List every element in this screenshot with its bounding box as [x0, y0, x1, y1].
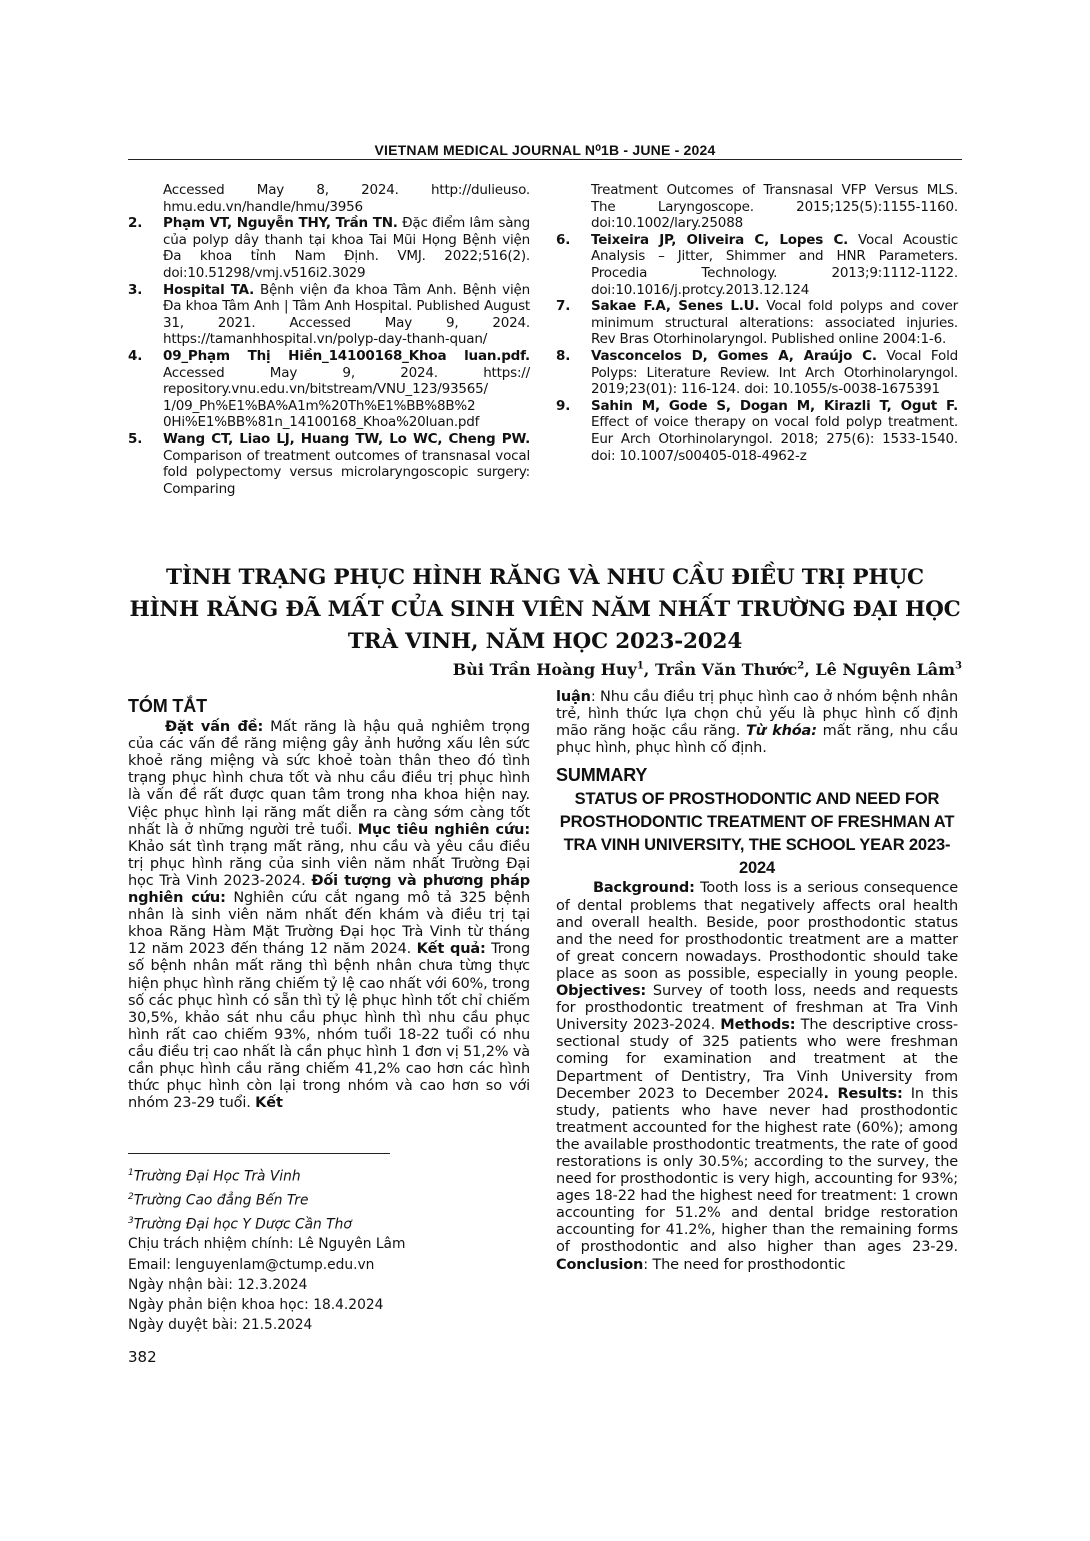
- author-line: [453, 660, 962, 679]
- reference-item: [128, 182, 530, 215]
- affiliation-text: Trường Đại Học Trà Vinh: [133, 1168, 301, 1185]
- reference-item: [556, 398, 958, 464]
- reference-text: Treatment Outcomes of Transnasal VFP Versus MLS. The Laryngoscope. 2015;125(5):1155-1160. doi:10.1002/lary.25088: [591, 182, 958, 232]
- section-label: Mục tiêu nghiên cứu:: [357, 821, 530, 838]
- section-label: luận: [556, 689, 591, 705]
- reference-number: 4.: [128, 347, 143, 364]
- reference-authors: Wang CT, Liao LJ, Huang TW, Lo WC, Cheng PW.: [163, 430, 530, 447]
- references-left-column: [128, 182, 530, 497]
- date-accepted: Ngày duyệt bài: 21.5.2024: [128, 1317, 313, 1334]
- section-label: . Results:: [823, 1085, 903, 1102]
- footnote-rule: [128, 1153, 390, 1154]
- author-name: Trần Văn Thước: [654, 660, 798, 679]
- reference-text: Đặc điểm lâm sàng của polyp dây thanh tại khoa Tai Mũi Họng Bệnh viện Đa khoa tỉnh Nam Định. VMJ. 2022;516(2). doi:10.51298/vmj.v516i2.3029: [163, 215, 530, 281]
- summary-title: STATUS OF PROSTHODONTIC AND NEED FOR PROSTHODONTIC TREATMENT OF FRESHMAN AT TRA VINH UNIVERSITY, THE SCHOOL YEAR 2023-2024: [559, 790, 955, 878]
- section-text: Tooth loss is a serious consequence of dental problems that negatively affects oral health and overall health. Beside, poor prosthodontic status and the need for prosthodontic treatment are a matter of great concern nowadays. Prosthodontic should take place as soon as possible, especially in young people.: [556, 880, 958, 982]
- date-reviewed: Ngày phản biện khoa học: 18.4.2024: [128, 1297, 384, 1313]
- reference-authors: Sakae F.A, Senes L.U.: [591, 298, 760, 315]
- abstract-heading: TÓM TẮT: [128, 696, 207, 716]
- reference-item: [128, 282, 530, 348]
- affiliation-3: [128, 1211, 530, 1235]
- section-label: Kết quả:: [416, 941, 486, 958]
- reference-text: Vocal Fold Polyps: Literature Review. Int Arch Otorhinolaryngol. 2019;23(01): 116-124. doi: 10.1055/s-0038-1675391: [591, 347, 958, 398]
- affiliation-2: [128, 1187, 530, 1211]
- reference-number: 5.: [128, 430, 143, 447]
- page-number: 382: [128, 1348, 157, 1366]
- author-affiliation-marker: 1: [636, 660, 644, 672]
- section-text: Mất răng là hậu quả nghiêm trọng của các vấn đề răng miệng gây ảnh hưởng xấu lên sức khoẻ răng miệng và sức khoẻ toàn thân theo đó tình trạng phục hình chưa tốt và nhu cầu điều trị phục hình là vấn đề rất được quan tâm trong nha khoa hiện nay. Việc phục hình lại răng mất diễn ra càng sớm càng tốt nhất là ở những người trẻ tuổi.: [128, 719, 530, 838]
- reference-text: Accessed May 9, 2024. https:// repository.vnu.edu.vn/bitstream/VNU_123/93565/ 1/09_Ph%E1%BA%A1m%20Th%E1%BB%8B%2 0Hi%E1%BB%81n_14100168_Khoa%20luan.pdf: [163, 364, 530, 431]
- affiliation-marker: 2: [128, 1191, 134, 1202]
- section-text: In this study, patients who have never had prosthodontic treatment accounted for the highest rate (60%); among the available prosthodontic treatments, the rate of good restorations is only 30.5%; according to the survey, the need for prosthodontic is very high, accounting for 93%; ages 18-22 had the highest need for treatment: 1 crown accounting for 51.2% and dental bridge restoration accounting for 41.2%, higher than the remaining forms of prosthodontic and also higher than ages 23-29.: [556, 1085, 958, 1256]
- date-received: Ngày nhận bài: 12.3.2024: [128, 1276, 308, 1293]
- affiliation-marker: 1: [128, 1168, 134, 1178]
- reference-text: Comparison of treatment outcomes of transnasal vocal fold polypectomy versus microlaryngoscopic surgery: Comparing: [163, 447, 530, 497]
- summary-body: [556, 880, 958, 1273]
- footnotes: [128, 1163, 530, 1335]
- reference-authors: Phạm VT, Nguyễn THY, Trần TN.: [163, 215, 398, 232]
- reference-number: 2.: [128, 215, 143, 232]
- section-label: Methods:: [720, 1017, 796, 1034]
- reference-text: Bệnh viện đa khoa Tâm Anh. Bệnh viện Đa khoa Tâm Anh | Tâm Anh Hospital. Published August 31, 2021. Accessed May 9, 2024. https://tamanhhospital.vn/polyp-day-thanh-quan/: [163, 281, 530, 348]
- affiliation-text: Trường Đại học Y Dược Cần Thơ: [133, 1216, 352, 1233]
- reference-number: 6.: [556, 231, 571, 248]
- reference-authors: Vasconcelos D, Gomes A, Araújo C.: [591, 347, 877, 364]
- affiliation-marker: 3: [128, 1215, 134, 1226]
- section-label: Conclusion: [556, 1256, 644, 1273]
- author-name: Bùi Trần Hoàng Huy: [452, 660, 637, 679]
- section-label: Objectives:: [556, 983, 647, 1000]
- section-text: Trong số bệnh nhân mất răng thì bệnh nhân chưa từng thực hiện phục hình răng chiếm tỷ lệ cao nhất với 60%, trong số các phục hình có sẵn thì tỷ lệ phục hình tốt chỉ chiếm 30,5%, khảo sát nhu cầu phục hình thì nhu cầu phục hình rất cao chiếm 93%, nhóm tuổi 18-22 tuổi có nhu cầu điều trị cao nhất là cần phục hình 1 đơn vị 51,2% và cần phục hình cầu răng chiếm 41,2% cao hơn các hình thức phục hình còn lại trong nhóm và cao hơn so với nhóm 23-29 tuổi.: [128, 941, 531, 1112]
- section-text: Khảo sát tình trạng mất răng, nhu cầu và yêu cầu điều trị phục hình răng của sinh viên năm nhất Trường Đại học Trà Vinh 2023-2024.: [128, 838, 530, 889]
- author-separator: ,: [804, 660, 816, 679]
- section-label: Kết: [255, 1095, 283, 1112]
- reference-authors: 09_Phạm Thị Hiền_14100168_Khoa luan.pdf.: [163, 347, 530, 364]
- reference-number: 7.: [556, 298, 571, 315]
- reference-authors: Teixeira JP, Oliveira C, Lopes C.: [591, 231, 849, 248]
- keywords-label: Từ khóa:: [745, 723, 817, 740]
- reference-number: 8.: [556, 347, 571, 364]
- reference-item: [556, 182, 958, 232]
- section-text: : Nhu cầu điều trị phục hình cao ở nhóm bệnh nhân trẻ, hình thức lựa chọn chủ yếu là phục hình cố định mão răng hoặc cầu răng.: [556, 689, 958, 740]
- reference-authors: Sahin M, Gode S, Dogan M, Kirazli T, Ogut F.: [591, 397, 958, 414]
- references-right-column: [556, 182, 958, 464]
- reference-authors: Hospital TA.: [163, 281, 255, 298]
- section-label: Background:: [593, 880, 695, 897]
- article-title: TÌNH TRẠNG PHỤC HÌNH RĂNG VÀ NHU CẦU ĐIỀU TRỊ PHỤC HÌNH RĂNG ĐÃ MẤT CỦA SINH VIÊN NĂM NHẤT TRƯỜNG ĐẠI HỌC TRÀ VINH, NĂM HỌC 2023-2024: [129, 565, 961, 654]
- section-text: Nghiên cứu cắt ngang mô tả 325 bệnh nhân là sinh viên năm nhất đến khám và điều trị tại khoa Răng Hàm Mặt Trường Đại học Trà Vinh từ tháng 12 năm 2023 đến tháng 12 năm 2024.: [128, 890, 531, 958]
- responsible-author: Chịu trách nhiệm chính: Lê Nguyên Lâm: [128, 1236, 406, 1253]
- section-text: The descriptive cross-sectional study of 325 patients who were freshman coming for examination and treatment at the Department of Dentistry, Tra Vinh University from December 2023 to December 2024: [556, 1017, 958, 1102]
- abstract-vi-continuation: [556, 689, 958, 757]
- reference-text: Vocal Acoustic Analysis – Jitter, Shimmer and HNR Parameters. Procedia Technology. 2013;9:1112-1122. doi:10.1016/j.protcy.2013.12.124: [591, 231, 959, 298]
- summary-heading: SUMMARY: [556, 765, 648, 786]
- section-text: : The need for prosthodontic: [643, 1256, 846, 1273]
- reference-number: 9.: [556, 397, 571, 414]
- affiliation-1: [128, 1163, 530, 1187]
- reference-item: [556, 348, 958, 398]
- author-affiliation-marker: 2: [797, 660, 805, 672]
- reference-item: [128, 215, 530, 281]
- reference-item: [556, 298, 958, 348]
- author-name: Lê Nguyên Lâm: [815, 660, 956, 679]
- right-body-column: [556, 689, 958, 1274]
- author-separator: ,: [643, 660, 655, 679]
- reference-text: Accessed May 8, 2024. http://dulieuso. hmu.edu.vn/handle/hmu/3956: [163, 182, 530, 215]
- reference-item: [128, 431, 530, 497]
- reference-item: [556, 232, 958, 298]
- journal-header: VIETNAM MEDICAL JOURNAL N⁰1B - JUNE - 2024: [374, 142, 716, 158]
- reference-item: [128, 348, 530, 431]
- author-email: Email: lenguyenlam@ctump.edu.vn: [128, 1256, 375, 1273]
- section-label: Đối tượng và phương pháp nghiên cứu:: [128, 872, 530, 907]
- abstract-vi-column: [128, 698, 530, 1112]
- reference-number: 3.: [128, 281, 143, 298]
- abstract-vi-body: [128, 719, 530, 1112]
- section-text: Survey of tooth loss, needs and requests for prosthodontic treatment of freshman at Tra Vinh University 2023-2024.: [556, 983, 958, 1034]
- keywords-text: mất răng, nhu cầu phục hình, phục hình cố định.: [556, 723, 958, 757]
- section-label: Đặt vấn đề:: [165, 719, 264, 736]
- reference-text: Vocal fold polyps and cover minimum structural alterations: associated injuries. Rev Bras Otorhinolaryngol. Published online 2004:1-6.: [591, 298, 958, 348]
- affiliation-text: Trường Cao đẳng Bến Tre: [133, 1192, 309, 1209]
- header-rule: [128, 159, 962, 160]
- author-affiliation-marker: 3: [955, 660, 962, 672]
- reference-text: Effect of voice therapy on vocal fold polyp treatment. Eur Arch Otorhinolaryngol. 2018; 275(6): 1533-1540. doi: 10.1007/s00405-018-4962-z: [591, 414, 958, 464]
